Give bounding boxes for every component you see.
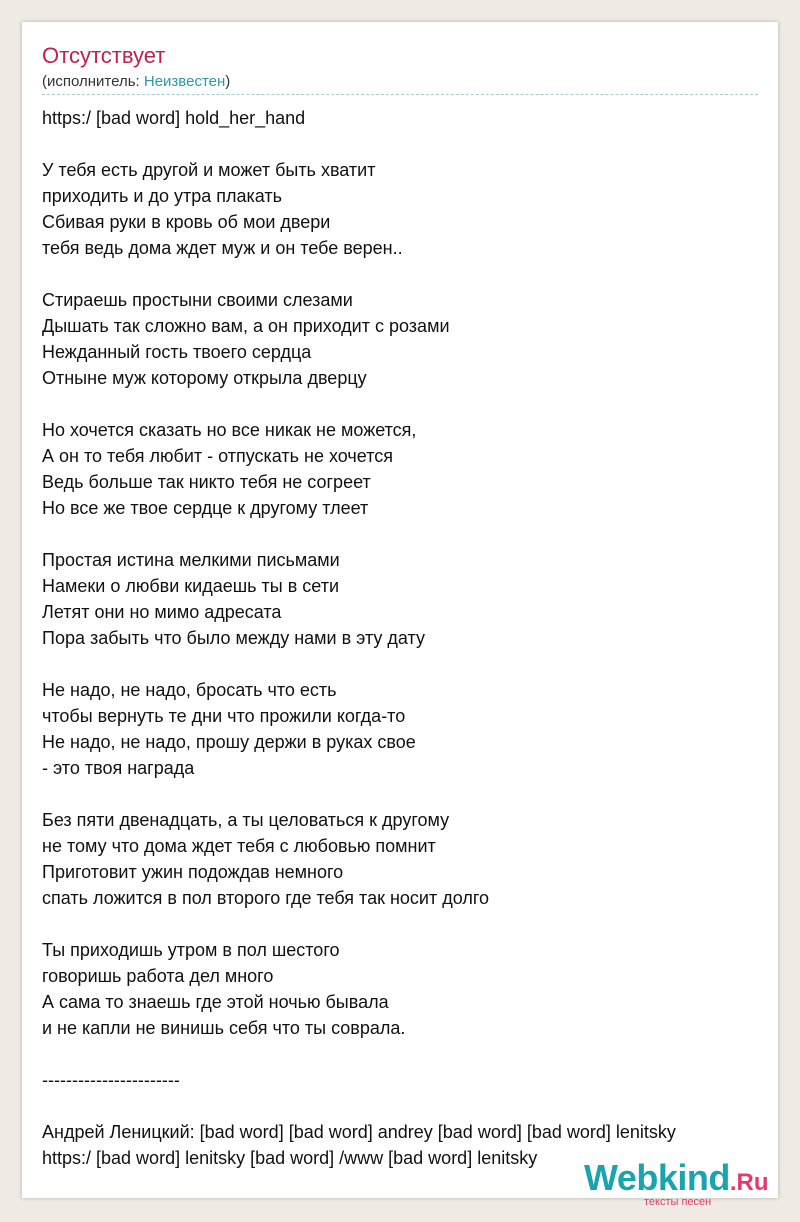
artist-prefix: (исполнитель: xyxy=(42,73,144,90)
lyrics-blank-line xyxy=(42,911,778,937)
artist-suffix: ) xyxy=(225,73,231,90)
site-logo[interactable] xyxy=(584,1158,774,1208)
lyrics-line: тебя ведь дома ждет муж и он тебе верен.. xyxy=(42,238,403,258)
lyrics-line: Летят они но мимо адресата xyxy=(42,602,282,622)
logo-tld: .Ru xyxy=(729,1169,769,1196)
lyrics-line: Стираешь простыни своими слезами xyxy=(42,290,353,310)
lyrics-line: Отныне муж которому открыла дверцу xyxy=(42,368,367,388)
lyrics-line: Дышать так сложно вам, а он приходит с розами xyxy=(42,316,450,336)
lyrics-line: Андрей Леницкий: [bad word] [bad word] andrey [bad word] [bad word] lenitsky xyxy=(42,1122,676,1142)
lyrics-blank-line xyxy=(42,261,778,287)
lyrics-line: чтобы вернуть те дни что прожили когда-то xyxy=(42,706,406,726)
lyrics-blank-line xyxy=(42,131,778,157)
lyrics-line: спать ложится в пол второго где тебя так носит долго xyxy=(42,888,490,908)
lyrics-line: Намеки о любви кидаешь ты в сети xyxy=(42,576,339,596)
lyrics-line: - это твоя награда xyxy=(42,758,195,778)
lyrics-line: говоришь работа дел много xyxy=(42,966,274,986)
lyrics-line: Но все же твое сердце к другому тлеет xyxy=(42,498,369,518)
lyrics-line: не тому что дома ждет тебя с любовью помнит xyxy=(42,836,436,856)
logo-main-text: Webkind xyxy=(584,1157,730,1198)
lyrics-line: Не надо, не надо, бросать что есть xyxy=(42,680,337,700)
lyrics-line: и не капли не винишь себя что ты соврала. xyxy=(42,1018,406,1038)
lyrics-line: https:/ [bad word] lenitsky [bad word] /www [bad word] lenitsky xyxy=(42,1148,538,1168)
logo-tagline: тексты песен xyxy=(644,1196,712,1208)
lyrics-line: приходить и до утра плакать xyxy=(42,186,283,206)
lyrics-line: Но хочется сказать но все никак не можется, xyxy=(42,420,417,440)
lyrics-blank-line xyxy=(42,391,778,417)
lyrics-blank-line xyxy=(42,651,778,677)
lyrics-text xyxy=(42,105,778,1171)
lyrics-line: А он то тебя любит - отпускать не хочется xyxy=(42,446,393,466)
artist-link[interactable]: Неизвестен xyxy=(143,73,226,90)
lyrics-line: У тебя есть другой и может быть хватит xyxy=(42,160,376,180)
lyrics-blank-line xyxy=(42,781,778,807)
header-divider xyxy=(42,94,758,95)
lyrics-blank-line xyxy=(42,1041,778,1067)
lyrics-line: Приготовит ужин подождав немного xyxy=(42,862,344,882)
lyrics-line: Нежданный гость твоего сердца xyxy=(42,342,312,362)
lyrics-blank-line xyxy=(42,1093,778,1119)
lyrics-line: Не надо, не надо, прошу держи в руках свое xyxy=(42,732,416,752)
lyrics-line: А сама то знаешь где этой ночью бывала xyxy=(42,992,389,1012)
lyrics-line: Сбивая руки в кровь об мои двери xyxy=(42,212,331,232)
lyrics-line: Ведь больше так никто тебя не согреет xyxy=(42,472,371,492)
lyrics-card xyxy=(22,22,778,1208)
song-title: Отсутствует xyxy=(42,43,166,68)
lyrics-line: Простая истина мелкими письмами xyxy=(42,550,340,570)
lyrics-line: https:/ [bad word] hold_her_hand xyxy=(42,108,306,128)
artist-line xyxy=(42,73,230,91)
lyrics-line: Без пяти двенадцать, а ты целоваться к другому xyxy=(42,810,450,830)
lyrics-line: Ты приходишь утром в пол шестого xyxy=(42,940,340,960)
lyrics-line: ----------------------- xyxy=(42,1070,180,1090)
lyrics-line: Пора забыть что было между нами в эту дату xyxy=(42,628,425,648)
lyrics-blank-line xyxy=(42,521,778,547)
